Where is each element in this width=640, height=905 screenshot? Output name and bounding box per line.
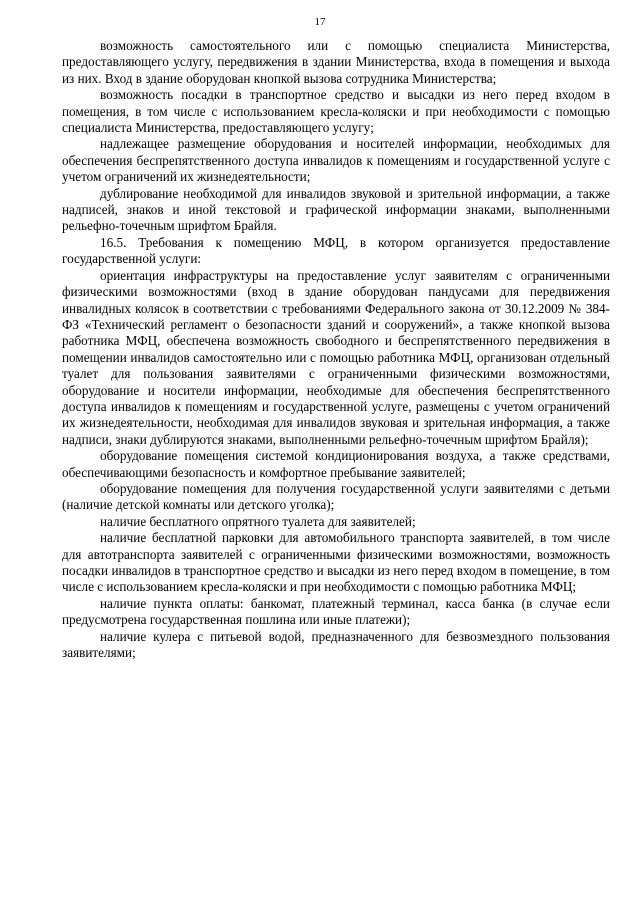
paragraph-1: возможность самостоятельного или с помощью специалиста Министерства, предоставляющего услугу, передвижения в здании Министерства, входа в помещения и выхода из них. Вход в здание оборудован кнопкой вызова сотрудника Министерства; — [62, 38, 610, 86]
paragraph-7: оборудование помещения системой кондиционирования воздуха, а также средствами, обеспечивающими безопасность и комфортное пребывание заявителей; — [62, 448, 610, 480]
paragraph-6: ориентация инфраструктуры на предоставление услуг заявителям с ограниченными физическими возможностями (вход в здание оборудован пандусами для передвижения инвалидных колясок в соответствии с требованиями Федерального закона от 30.12.2009 № 384-ФЗ «Технический регламент о безопасности зданий и сооружений», а также кнопкой вызова работника МФЦ, обеспечена возможность свободного и беспрепятственного передвижения в помещении инвалидов самостоятельно или с помощью работника МФЦ, организован отдельный туалет для пользования заявителями с ограниченными физическими возможностями, оборудование и носители информации, необходимые для обеспечения беспрепятственного доступа инвалидов к помещениям и государственной услуге, размещены с учетом ограничений их жизнедеятельности, необходимая для инвалидов звуковая и зрительная информация, а также надписи, знаки дублируются знаками, выполненными рельефно-точечным шрифтом Брайля); — [62, 267, 610, 447]
paragraph-4: дублирование необходимой для инвалидов звуковой и зрительной информации, а также надписей, знаков и иной текстовой и графической информации знаками, выполненными рельефно-точечным шрифтом Брайля. — [62, 185, 610, 234]
paragraph-3: надлежащее размещение оборудования и носителей информации, необходимых для обеспечения беспрепятственного доступа инвалидов к помещениям и государственной услуге с учетом ограничений их жизнедеятельности; — [62, 136, 610, 185]
paragraph-12: наличие кулера с питьевой водой, предназначенного для безвозмездного пользования заявителями; — [62, 628, 610, 661]
paragraph-2: возможность посадки в транспортное средство и высадки из него перед входом в помещения, в том числе с использованием кресла-коляски и при необходимости с помощью специалиста Министерства, предоставляющего услугу; — [62, 87, 610, 136]
page-number: 17 — [314, 16, 326, 28]
paragraph-9: наличие бесплатного опрятного туалета для заявителей; — [100, 513, 416, 529]
paragraph-11: наличие пункта оплаты: банкомат, платежный терминал, касса банка (в случае если предусмотрена государственная пошлина или иные платежи); — [62, 595, 610, 628]
paragraph-8: оборудование помещения для получения государственной услуги заявителями с детьми (наличие детской комнаты или детского уголка); — [62, 480, 610, 513]
paragraph-5: 16.5. Требования к помещению МФЦ, в котором организуется предоставление государственной услуги: — [62, 234, 610, 267]
document-body — [62, 38, 610, 661]
paragraph-10: наличие бесплатной парковки для автомобильного транспорта заявителей, в том числе для автотранспорта заявителей с ограниченными физическими возможностями, возможность посадки инвалидов в транспортное средство и высадки из него перед входом в помещение, в том числе с использованием кресла-коляски и при необходимости с помощью работника МФЦ; — [62, 530, 610, 595]
